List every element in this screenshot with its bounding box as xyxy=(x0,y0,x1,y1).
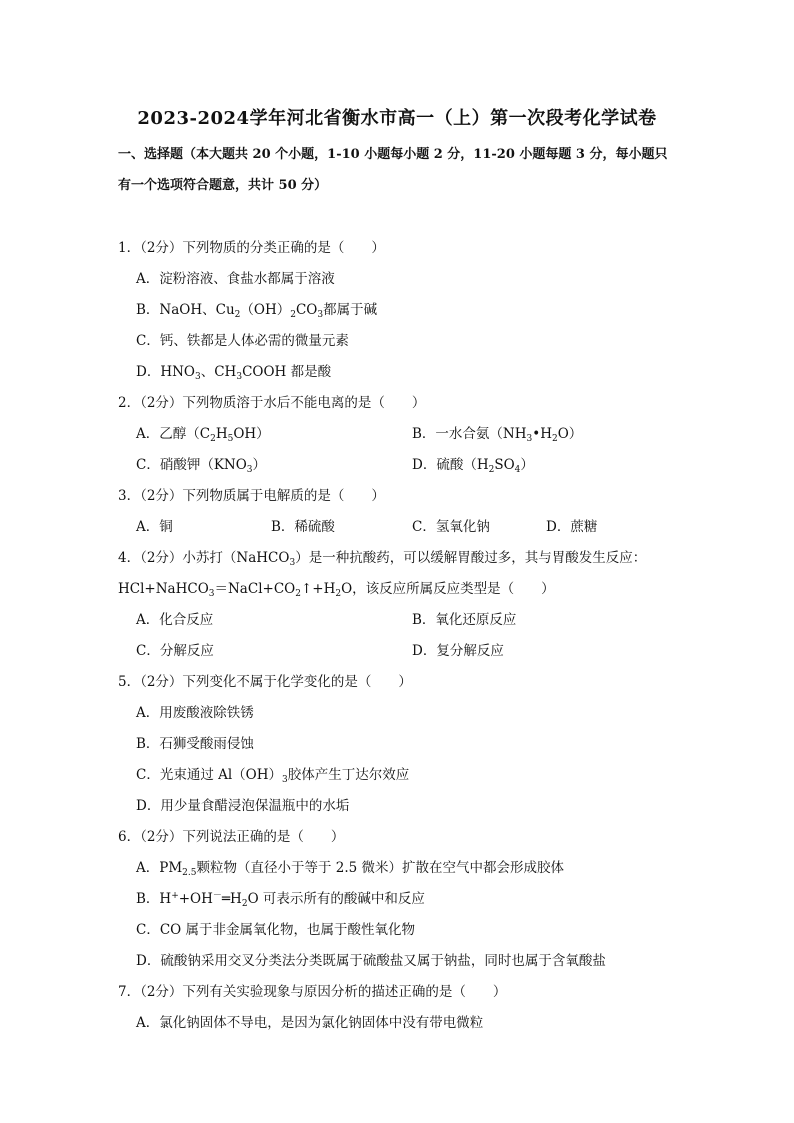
question-5-stem: 5．（2分）下列变化不属于化学变化的是（ ） xyxy=(118,674,412,690)
question-1-option-b: B．NaOH、$Cu_2(OH)_2CO_3$都属于碱 xyxy=(136,302,378,320)
question-2-stem: 2．（2分）下列物质溶于水后不能电离的是（ ） xyxy=(118,395,426,411)
question-6-option-d: D．硫酸钠采用交叉分类法分类既属于硫酸盐又属于钠盐，同时也属于含氧酸盐 xyxy=(136,953,606,969)
question-5-option-c: C．光束通过 $Al(OH)_3$胶体产生丁达尔效应 xyxy=(136,767,410,785)
question-5-option-d: D．用少量食醋浸泡保温瓶中的水垢 xyxy=(136,798,350,814)
question-2-option-d: D．硫酸$(H_2SO_4)$ xyxy=(412,457,534,475)
question-3-option-d: D．蔗糖 xyxy=(546,519,598,535)
section-heading-line-2: 有一个选项符合题意，共计 50 分） xyxy=(118,178,328,193)
question-4-option-d: D．复分解反应 xyxy=(412,643,504,659)
question-4-stem: 4．（2分）小苏打（NaHCO$_3$）是一种抗酸药，可以缓解胃酸过多，其与胃酸发生反应： xyxy=(118,550,647,568)
question-4-equation: $HCl+NaHCO_3=NaCl+CO_2↑+H_2O$，该反应所属反应类型是（ ） xyxy=(118,581,555,599)
question-1-option-a: A．淀粉溶液、食盐水都属于溶液 xyxy=(136,271,335,287)
section-heading xyxy=(118,139,678,201)
question-3-option-a: A．铜 xyxy=(136,519,173,535)
question-2-option-c: C．硝酸钾$(KNO_3)$ xyxy=(136,457,267,475)
question-3-stem: 3．（2分）下列物质属于电解质的是（ ） xyxy=(118,488,385,504)
question-2-option-a: A．乙醇$(C_2H_5OH)$ xyxy=(136,426,270,444)
question-3-option-b: B．稀硫酸 xyxy=(271,519,335,535)
question-6-option-a: A．$PM_{2.5}$颗粒物（直径小于等于 2.5 微米）扩散在空气中都会形成胶体 xyxy=(136,860,565,878)
question-5-option-b: B．石狮受酸雨侵蚀 xyxy=(136,736,254,752)
question-1-option-c: C．钙、铁都是人体必需的微量元素 xyxy=(136,333,349,349)
question-1-option-d: D．$HNO_3$、$CH_3COOH$ 都是酸 xyxy=(136,364,332,382)
question-3-option-c: C．氢氧化钠 xyxy=(412,519,490,535)
question-6-stem: 6．（2分）下列说法正确的是（ ） xyxy=(118,829,345,845)
question-7-option-a: A．氯化钠固体不导电，是因为氯化钠固体中没有带电微粒 xyxy=(136,1015,484,1031)
question-6-option-b: B．$H^++OH^-═H_2O$ 可表示所有的酸碱中和反应 xyxy=(136,891,425,909)
question-6-option-c: C．CO 属于非金属氧化物，也属于酸性氧化物 xyxy=(136,922,416,938)
question-4-option-c: C．分解反应 xyxy=(136,643,214,659)
question-1-stem: 1．（2分）下列物质的分类正确的是（ ） xyxy=(118,240,385,256)
question-7-stem: 7．（2分）下列有关实验现象与原因分析的描述正确的是（ ） xyxy=(118,984,507,1000)
section-heading-line-1: 一、选择题（本大题共 20 个小题，1-10 小题每小题 2 分，11-20 小题每题 3 分，每小题只 xyxy=(118,147,668,162)
question-5-option-a: A．用废酸液除铁锈 xyxy=(136,705,254,721)
page-title: 2023-2024学年河北省衡水市高一（上）第一次段考化学试卷 xyxy=(137,108,657,129)
question-4-option-a: A．化合反应 xyxy=(136,612,214,628)
question-2-option-b: B．一水合氨$(NH_3•H_2O)$ xyxy=(412,426,583,444)
question-4-option-b: B．氧化还原反应 xyxy=(412,612,517,628)
